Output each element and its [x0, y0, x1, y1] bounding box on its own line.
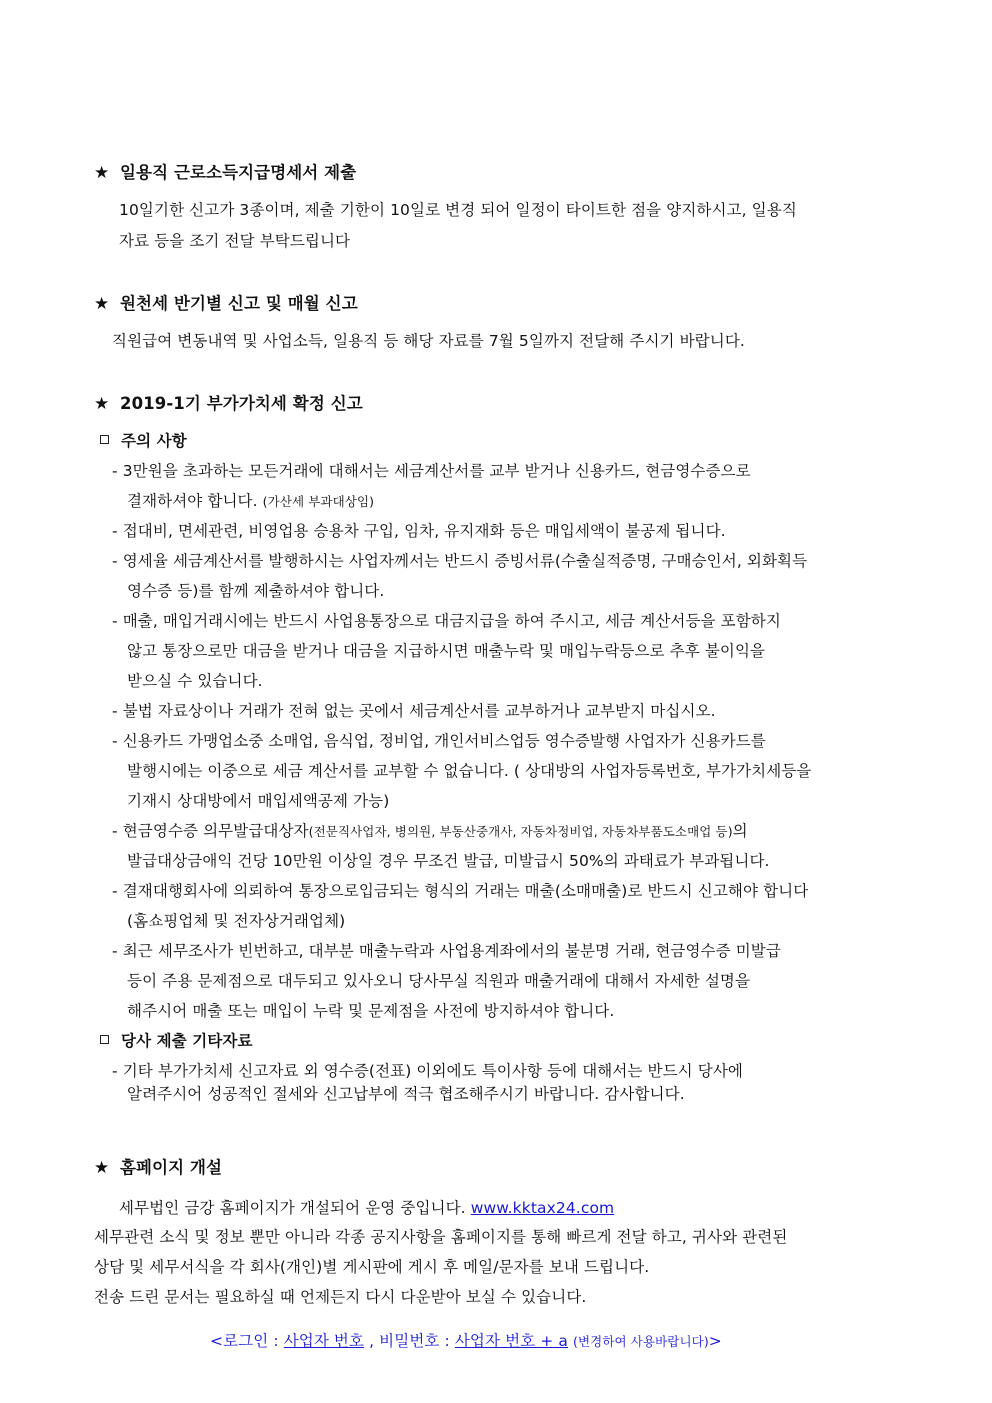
homepage-link[interactable]: www.kktax24.com [470, 1199, 615, 1217]
paragraph-line: 상담 및 세무서식을 각 회사(개인)별 게시판에 게시 후 메일/문자를 보내 드립니다. [94, 1258, 650, 1276]
bullet-line: 해주시어 매출 또는 매입이 누락 및 문제점을 사전에 방지하셔야 합니다. [127, 1002, 615, 1020]
subheading-cautions [100, 430, 187, 452]
section-title: 일용직 근로소득지급명세서 제출 [120, 163, 357, 182]
section-title: 홈페이지 개설 [120, 1158, 223, 1177]
bullet-line: - 3만원을 초과하는 모든거래에 대해서는 세금계산서를 교부 받거나 신용카드, 현금영수증으로 [112, 462, 751, 480]
section-heading-vat [94, 393, 363, 415]
star-icon: ★ [94, 294, 110, 314]
bullet-line: 발행시에는 이중으로 세금 계산서를 교부할 수 없습니다. ( 상대방의 사업자등록번호, 부가가치세등을 [127, 762, 812, 780]
bullet-line: 등이 주용 문제점으로 대두되고 있사오니 당사무실 직원과 매출거래에 대해서 자세한 설명을 [127, 972, 751, 990]
paragraph-line: 세무관련 소식 및 정보 뿐만 아니라 각종 공지사항을 홈페이지를 통해 빠르게 전달 하고, 귀사와 관련된 [94, 1228, 788, 1246]
bullet-line: 받으실 수 있습니다. [127, 672, 263, 690]
star-icon: ★ [94, 1158, 110, 1178]
bullet-line: - 매출, 매입거래시에는 반드시 사업용통장으로 대금지급을 하여 주시고, 세금 계산서등을 포함하지 [112, 612, 781, 630]
square-bullet-icon [100, 1035, 109, 1044]
bullet-line: - 불법 자료상이나 거래가 전혀 없는 곳에서 세금계산서를 교부하거나 교부받지 마십시오. [112, 702, 716, 720]
paragraph-line: 직원급여 변동내역 및 사업소득, 일용직 등 해당 자료를 7월 5일까지 전달해 주시기 바랍니다. [112, 332, 745, 350]
login-info: <로그인 : 사업자 번호 , 비밀번호 : 사업자 번호 + a (변경하여 사용바랍니다)> [210, 1332, 722, 1350]
bullet-line: - 결재대행회사에 의뢰하여 통장으로입금되는 형식의 거래는 매출(소매매출)로 반드시 신고해야 합니다 [112, 882, 809, 900]
section-heading-homepage [94, 1157, 222, 1179]
subheading-other-materials [100, 1030, 253, 1052]
bullet-line: 알려주시어 성공적인 절세와 신고납부에 적극 협조해주시기 바랍니다. 감사합니다. [127, 1085, 685, 1103]
subheading-text: 주의 사항 [121, 432, 187, 450]
bullet-line: - 접대비, 면세관련, 비영업용 승용차 구입, 임차, 유지재화 등은 매입세액이 불공제 됩니다. [112, 522, 726, 540]
paragraph-line: 자료 등을 조기 전달 부탁드립니다 [119, 232, 351, 250]
bullet-line: - 현금영수증 의무발급대상자(전문직사업자, 병의원, 부동산중개사, 자동차정비업, 자동차부품도소매업 등)의 [112, 822, 748, 840]
section-heading-daily-worker [94, 162, 356, 184]
login-pw-text: 사업자 번호 + a [454, 1332, 568, 1350]
bullet-line: 결재하셔야 합니다. (가산세 부과대상임) [127, 492, 375, 510]
section-heading-withholding-tax [94, 293, 358, 315]
paragraph-line: 전송 드린 문서는 필요하실 때 언제든지 다시 다운받아 보실 수 있습니다. [94, 1288, 587, 1306]
bullet-line: 영수증 등)를 함께 제출하셔야 합니다. [127, 582, 385, 600]
subheading-text: 당사 제출 기타자료 [121, 1032, 253, 1050]
bullet-line: 않고 통장으로만 대금을 받거나 대금을 지급하시면 매출누락 및 매입누락등으로 추후 불이익을 [127, 642, 766, 660]
star-icon: ★ [94, 163, 110, 183]
bullet-line: - 영세율 세금계산서를 발행하시는 사업자께서는 반드시 증빙서류(수출실적증명, 구매승인서, 외화획득 [112, 552, 808, 570]
section-title: 원천세 반기별 신고 및 매월 신고 [120, 294, 358, 313]
bullet-line: - 최근 세무조사가 빈번하고, 대부분 매출누락과 사업용계좌에서의 불분명 거래, 현금영수증 미발급 [112, 942, 781, 960]
bullet-line: 기재시 상대방에서 매입세액공제 가능) [127, 792, 390, 810]
login-id-text: 사업자 번호 [283, 1332, 365, 1350]
section-title: 2019-1기 부가가치세 확정 신고 [120, 394, 363, 413]
bullet-line: - 기타 부가가치세 신고자료 외 영수증(전표) 이외에도 특이사항 등에 대해서는 반드시 당사에 [112, 1062, 743, 1080]
star-icon: ★ [94, 394, 110, 414]
paragraph-line: 10일기한 신고가 3종이며, 제출 기한이 10일로 변경 되어 일정이 타이트한 점을 양지하시고, 일용직 [119, 201, 797, 219]
paragraph-line: 세무법인 금강 홈페이지가 개설되어 운영 중입니다. www.kktax24.com [119, 1199, 615, 1217]
bullet-line: (홈쇼핑업체 및 전자상거래업체) [127, 912, 346, 930]
square-bullet-icon [100, 435, 109, 444]
bullet-line: 발급대상금애익 건당 10만원 이상일 경우 무조건 발급, 미발급시 50%의 과태료가 부과됩니다. [127, 852, 770, 870]
bullet-line: - 신용카드 가맹업소중 소매업, 음식업, 정비업, 개인서비스업등 영수증발행 사업자가 신용카드를 [112, 732, 766, 750]
